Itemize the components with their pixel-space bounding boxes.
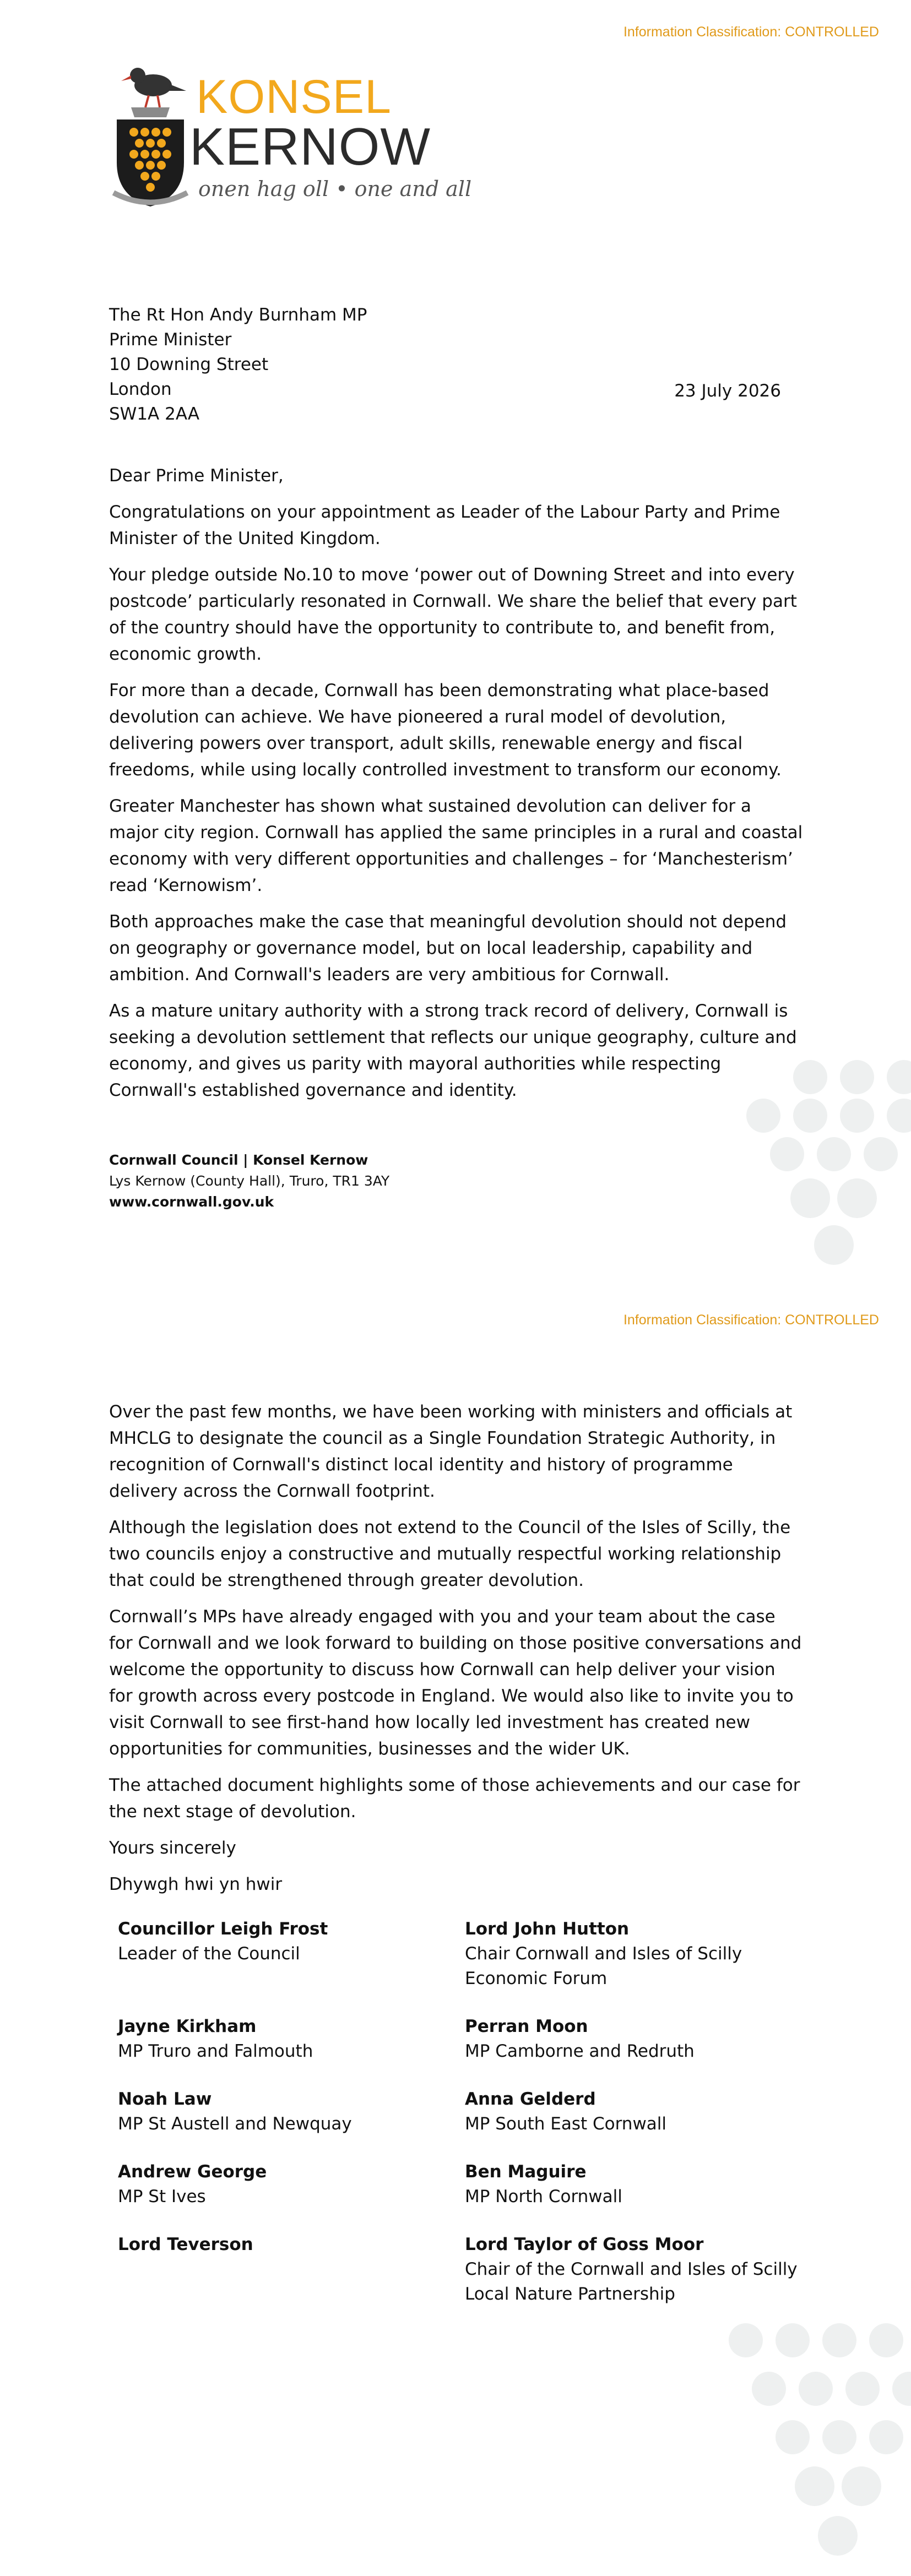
signatory-name: Councillor Leigh Frost	[118, 1919, 328, 1939]
classification-label: Information Classification: CONTROLLED	[623, 1312, 879, 1328]
signatory	[118, 1917, 465, 1991]
footer-org: Cornwall Council | Konsel Kernow	[109, 1152, 368, 1168]
signatory-row	[118, 2014, 812, 2064]
signatory	[118, 2014, 465, 2064]
signatory	[465, 1917, 812, 1991]
paragraph: Cornwall’s MPs have already engaged with you and your team about the case for Cornwall and we look forward to building on those positive conversations and welcome the opportunity to discuss how Cornwall can help deliver your vision for growth across every postcode in England. We would also like to invite you to visit Cornwall to see first-hand how locally led investment has created new opportunities for communities, businesses and the wider UK.	[109, 1607, 802, 1759]
signatory-name: Lord Taylor of Goss Moor	[465, 2235, 704, 2254]
logo-word-konsel: KONSEL	[196, 70, 392, 123]
logo-motto: onen hag oll • one and all	[198, 177, 472, 201]
signatory-name: Jayne Kirkham	[118, 2017, 257, 2036]
signatory-role: MP Truro and Falmouth	[118, 2041, 313, 2061]
salutation: Dear Prime Minister,	[109, 466, 284, 486]
letter-body-page-2	[109, 1399, 803, 1907]
signatory-role: MP St Austell and Newquay	[118, 2114, 352, 2134]
address-line: Prime Minister	[109, 330, 232, 350]
letter-body	[109, 463, 803, 1113]
signatory	[118, 2232, 465, 2307]
signatory-role: Chair Cornwall and Isles of Scilly Economic Forum	[465, 1944, 742, 1988]
paragraph: Although the legislation does not extend to the Council of the Isles of Scilly, the two councils enjoy a constructive and mutually respectful working relationship that could be strengthened through greater devolution.	[109, 1518, 791, 1590]
cornwall-crest-icon	[109, 52, 192, 209]
paragraph: Both approaches make the case that meaningful devolution should not depend on geography or governance model, but on local leadership, capability and ambition. And Cornwall's leaders are very ambitious for Cornwall.	[109, 912, 787, 985]
paragraph: Greater Manchester has shown what sustained devolution can deliver for a major city region. Cornwall has applied the same principles in a rural and coastal economy with very different opportunities and challenges – for ‘Manchesterism’ read ‘Kernowism’.	[109, 796, 803, 895]
signatory-name: Anna Gelderd	[465, 2089, 596, 2109]
signatory-role: MP North Cornwall	[465, 2187, 622, 2207]
signatory-row	[118, 2160, 812, 2209]
logo-word-kernow: KERNOW	[189, 117, 431, 176]
address-line: SW1A 2AA	[109, 404, 200, 424]
address-line: London	[109, 379, 172, 399]
council-logo	[109, 52, 472, 209]
classification-label: Information Classification: CONTROLLED	[623, 24, 879, 40]
footer-website-link[interactable]: www.cornwall.gov.uk	[109, 1194, 274, 1210]
signatory-role: MP Camborne and Redruth	[465, 2041, 695, 2061]
letter-footer	[109, 1150, 389, 1213]
signatory-row	[118, 1917, 812, 1991]
signatory	[465, 2087, 812, 2137]
paragraph: Over the past few months, we have been working with ministers and officials at MHCLG to designate the council as a Single Foundation Strategic Authority, in recognition of Cornwall's distinct local identity and history of programme delivery across the Cornwall footprint.	[109, 1402, 793, 1501]
closing: Yours sincerely	[109, 1838, 236, 1858]
closing-cornish: Dhywgh hwi yn hwir	[109, 1874, 283, 1894]
signatory-name: Andrew George	[118, 2162, 267, 2182]
letter-date: 23 July 2026	[674, 381, 781, 401]
signatory	[465, 2232, 812, 2307]
signatories	[118, 1917, 812, 2330]
decorative-dots	[727, 1060, 911, 1269]
signatory-role: MP South East Cornwall	[465, 2114, 667, 2134]
paragraph: Your pledge outside No.10 to move ‘power out of Downing Street and into every postcode’ particularly resonated in Cornwall. We share the belief that every part of the country should have the opportunity to contribute to, and benefit from, economic growth.	[109, 565, 797, 664]
paragraph: For more than a decade, Cornwall has been demonstrating what place-based devolution can achieve. We have pioneered a rural model of devolution, delivering powers over transport, adult skills, renewable energy and fiscal freedoms, while using locally controlled investment to transform our economy.	[109, 681, 782, 780]
paragraph: The attached document highlights some of those achievements and our case for the next stage of devolution.	[109, 1775, 800, 1822]
signatory	[118, 2087, 465, 2137]
signatory-row	[118, 2232, 812, 2307]
paragraph: Congratulations on your appointment as Leader of the Labour Party and Prime Minister of the United Kingdom.	[109, 502, 780, 548]
signatory-role: MP St Ives	[118, 2187, 206, 2207]
decorative-dots	[724, 2323, 911, 2576]
signatory-name: Lord Teverson	[118, 2235, 253, 2254]
signatory-name: Noah Law	[118, 2089, 212, 2109]
signatory	[465, 2014, 812, 2064]
signatory-role: Leader of the Council	[118, 1944, 300, 1964]
recipient-address	[109, 303, 367, 427]
signatory-name: Lord John Hutton	[465, 1919, 630, 1939]
address-line: 10 Downing Street	[109, 355, 269, 374]
paragraph: As a mature unitary authority with a strong track record of delivery, Cornwall is seeking a devolution settlement that reflects our unique geography, culture and economy, and gives us parity with mayoral authorities while respecting Cornwall's established governance and identity.	[109, 1001, 797, 1100]
signatory	[465, 2160, 812, 2209]
signatory-name: Perran Moon	[465, 2017, 588, 2036]
signatory-row	[118, 2087, 812, 2137]
letter-page-2	[0, 1288, 911, 2576]
signatory-role: Chair of the Cornwall and Isles of Scilly Local Nature Partnership	[465, 2259, 798, 2304]
signatory	[118, 2160, 465, 2209]
address-line: The Rt Hon Andy Burnham MP	[109, 305, 367, 325]
signatory-name: Ben Maguire	[465, 2162, 587, 2182]
footer-address: Lys Kernow (County Hall), Truro, TR1 3AY	[109, 1173, 390, 1189]
